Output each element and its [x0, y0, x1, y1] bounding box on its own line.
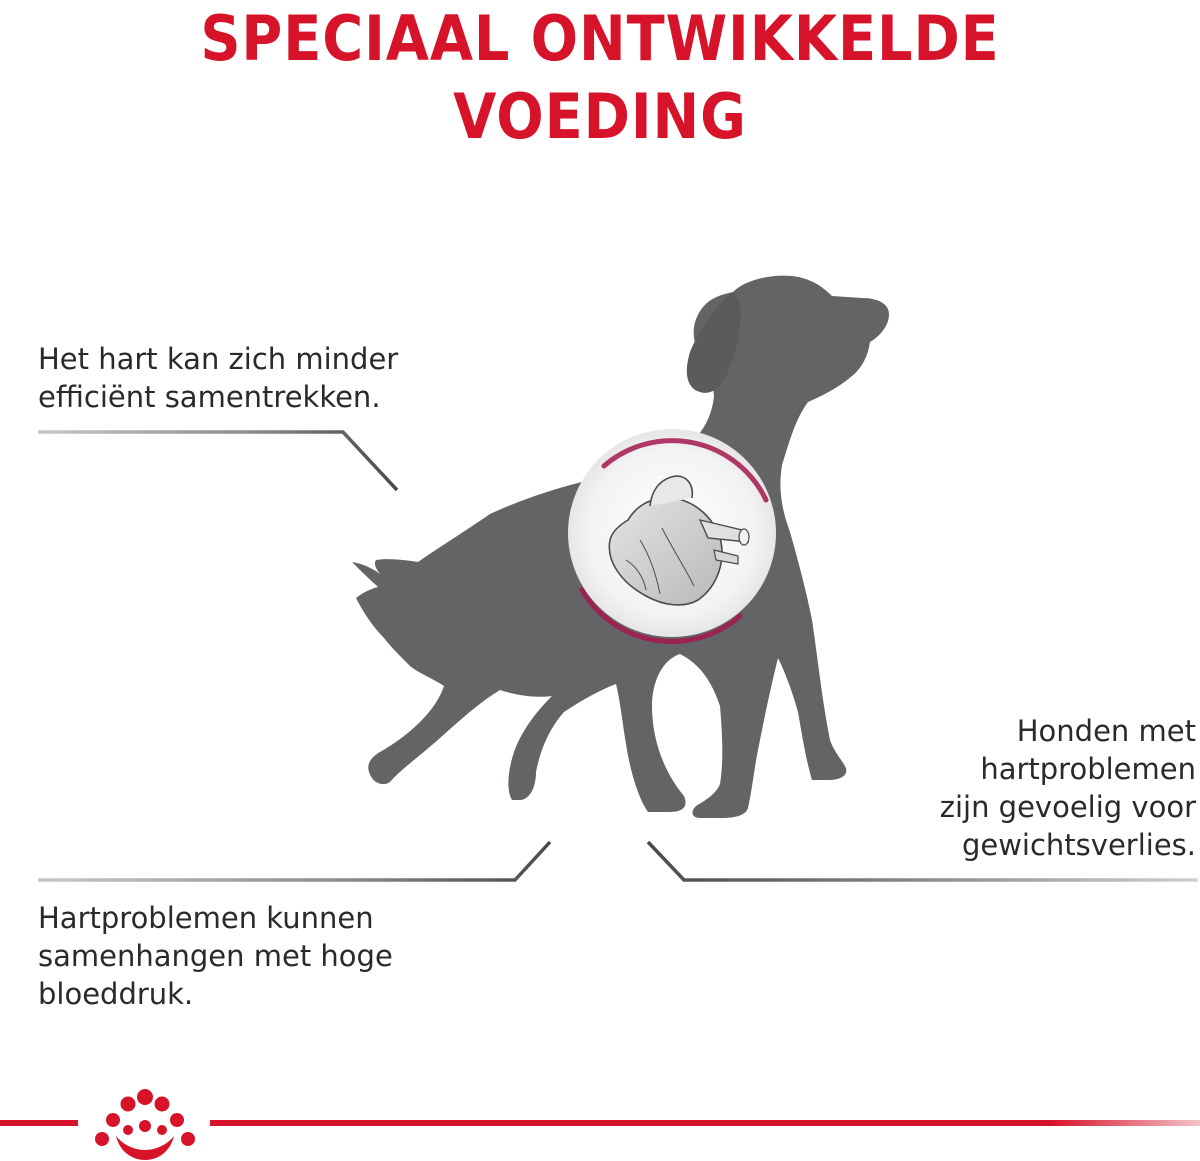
callout-text-line: gewichtsverlies.	[961, 828, 1196, 862]
brand-footer	[0, 1089, 1200, 1160]
callout-weight-loss	[940, 712, 1196, 864]
callout-text-line: efficiënt samentrekken.	[38, 380, 381, 414]
connector-heart-efficiency	[38, 432, 397, 490]
title-line-1: SPECIAAL ONTWIKKELDE	[200, 2, 1000, 75]
callout-blood-pressure	[38, 899, 393, 1013]
callout-text-line: bloeddruk.	[38, 977, 194, 1011]
connector-blood-pressure	[38, 842, 550, 880]
callout-text-line: Het hart kan zich minder	[38, 342, 399, 376]
callout-text-line: Hartproblemen kunnen	[38, 901, 374, 935]
callout-text-line: samenhangen met hoge	[38, 939, 393, 973]
callout-heart-efficiency	[38, 340, 398, 416]
callout-text-line: Honden met	[1016, 714, 1196, 748]
royal-canin-crown-logo	[95, 1089, 195, 1160]
callout-text-line: hartproblemen	[980, 752, 1196, 786]
page-title	[60, 0, 1140, 156]
title-line-2: VOEDING	[453, 80, 747, 153]
callout-text-line: zijn gevoelig voor	[939, 790, 1196, 824]
